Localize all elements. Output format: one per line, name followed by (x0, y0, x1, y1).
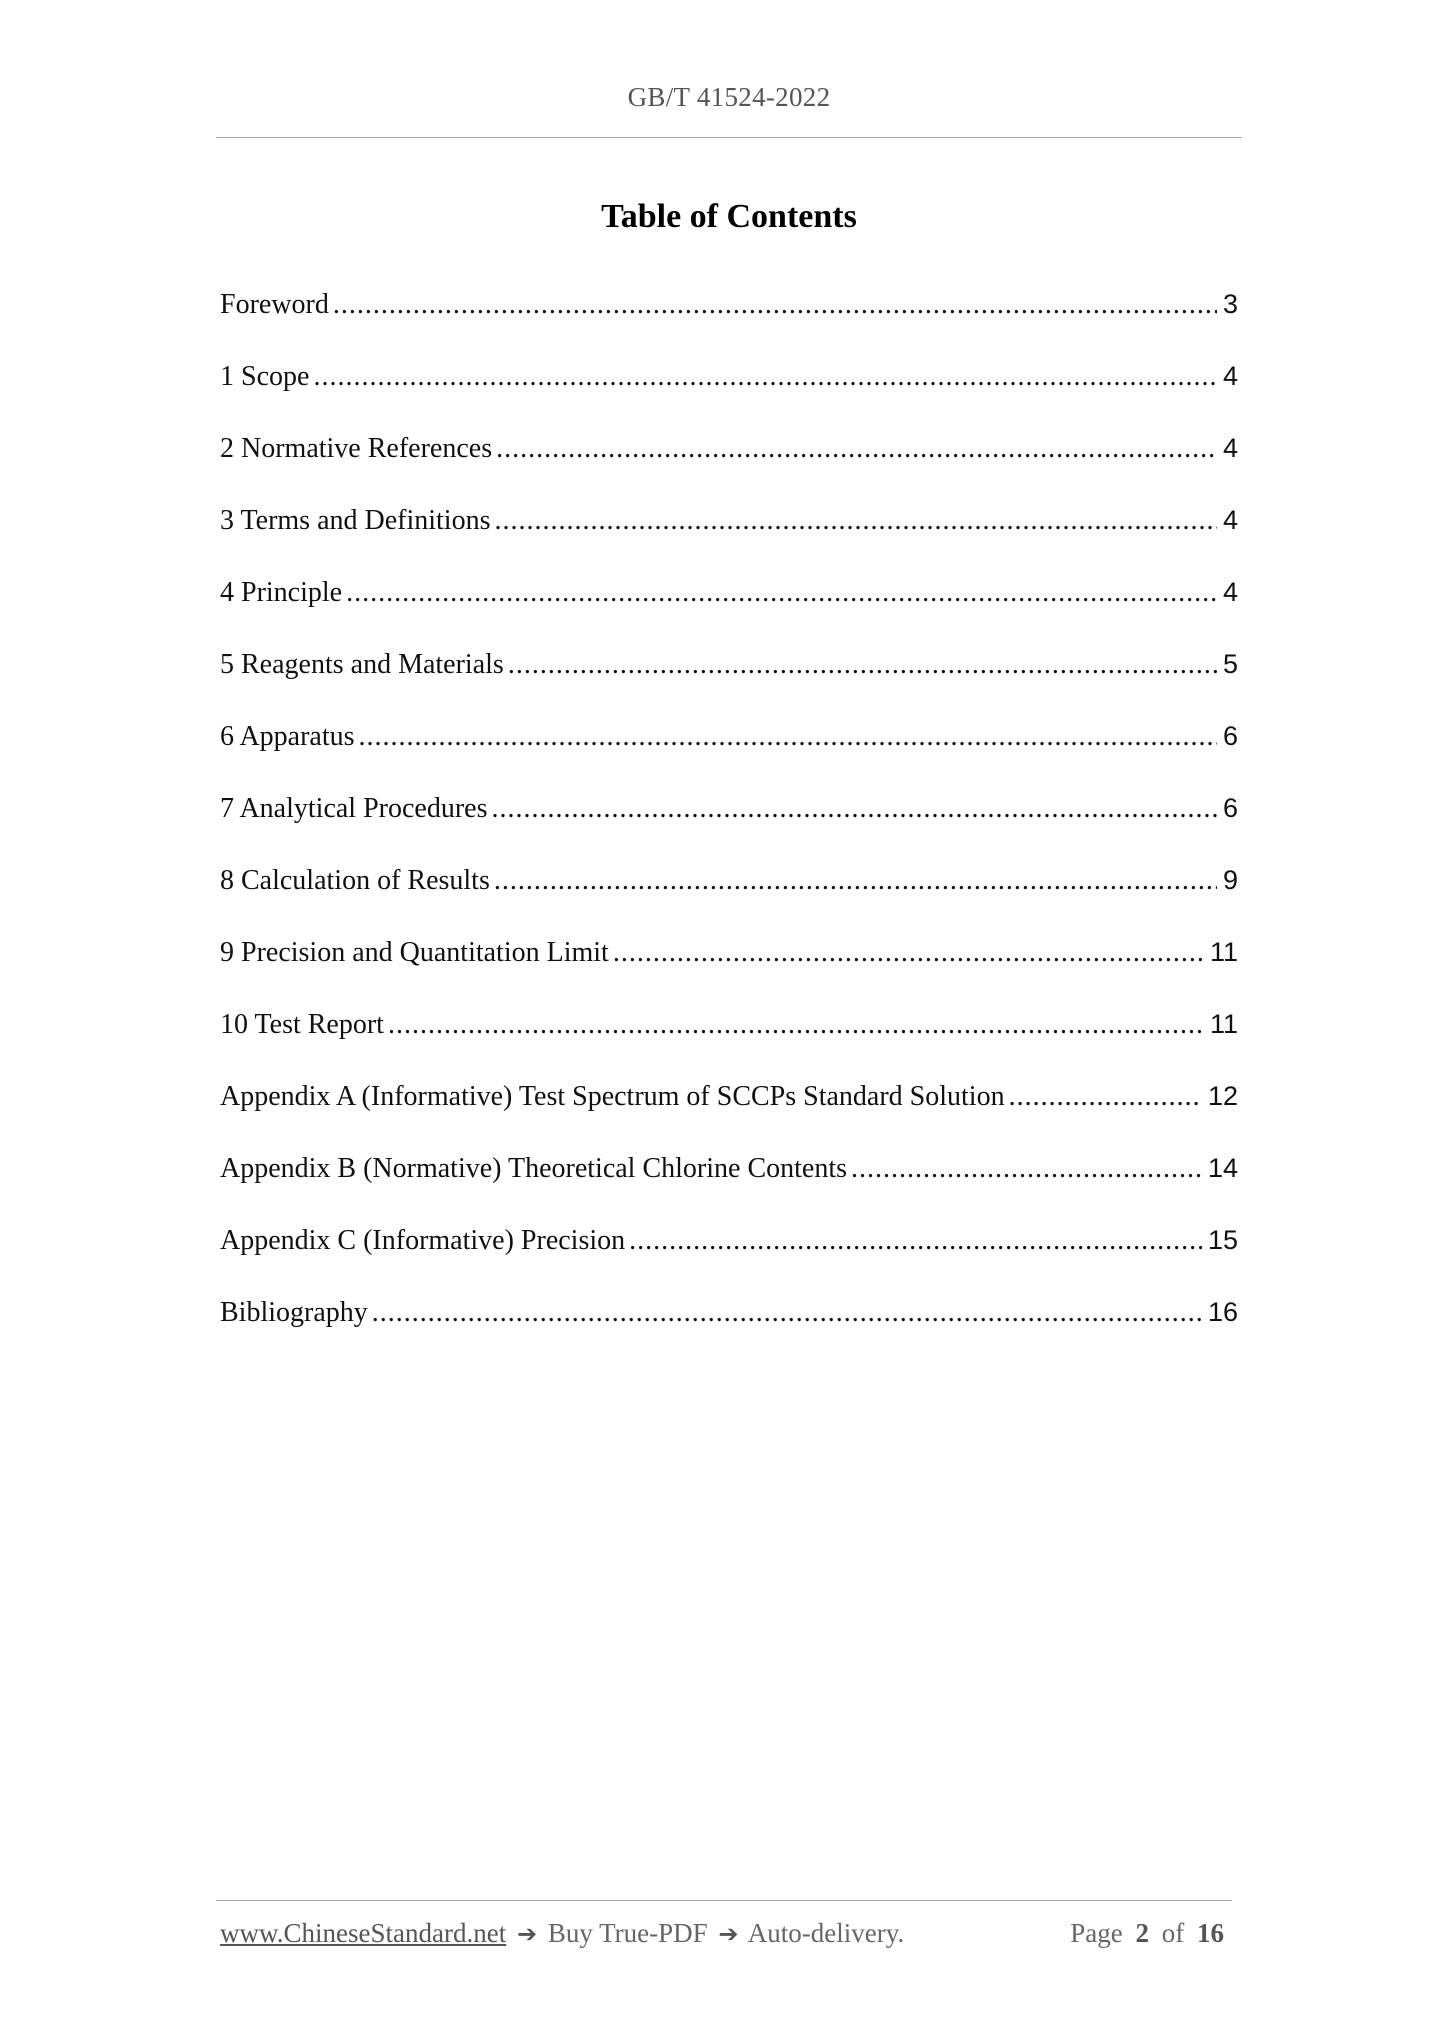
toc-entry-normative-references[interactable] (220, 426, 1238, 498)
footer-divider (216, 1900, 1232, 1901)
toc-entry-label: 2 Normative References (220, 433, 493, 464)
toc-dot-leader (359, 715, 1217, 759)
footer-step-buy: Buy True-PDF (547, 1918, 708, 1948)
footer-step-delivery: Auto-delivery. (747, 1918, 905, 1948)
toc-entry-calculation-results[interactable] (220, 858, 1238, 930)
toc-title: Table of Contents (601, 198, 857, 235)
toc-dot-leader (494, 499, 1216, 543)
toc-entry-bibliography[interactable] (220, 1290, 1238, 1362)
toc-entry-reagents-materials[interactable] (220, 642, 1238, 714)
toc-entry-page: 4 (1222, 433, 1238, 463)
toc-entry-page: 4 (1222, 577, 1238, 607)
toc-entry-label: 7 Analytical Procedures (220, 793, 488, 824)
toc-entry-principle[interactable] (220, 570, 1238, 642)
right-arrow-icon: ➔ (718, 1920, 739, 1948)
toc-entry-page: 14 (1207, 1153, 1238, 1183)
of-word: of (1161, 1918, 1185, 1948)
toc-entry-label: Appendix C (Informative) Precision (220, 1225, 626, 1256)
toc-dot-leader (1009, 1075, 1202, 1119)
document-header-id: GB/T 41524-2022 (627, 82, 831, 112)
toc-entry-scope[interactable] (220, 354, 1238, 426)
toc-entry-label: 6 Apparatus (220, 721, 355, 752)
toc-entry-test-report[interactable] (220, 1002, 1238, 1074)
toc-entry-label: Appendix A (Informative) Test Spectrum of SCCPs Standard Solution (220, 1081, 1005, 1112)
right-arrow-icon: ➔ (516, 1920, 538, 1948)
toc-entry-appendix-b[interactable] (220, 1146, 1238, 1218)
toc-entry-precision-limit[interactable] (220, 930, 1238, 1002)
toc-dot-leader (491, 787, 1216, 831)
toc-entry-page: 6 (1222, 793, 1238, 823)
page-word: Page (1070, 1918, 1123, 1948)
toc-entry-label: 10 Test Report (220, 1009, 384, 1040)
toc-entry-label: 8 Calculation of Results (220, 865, 490, 896)
toc-entry-page: 11 (1209, 1009, 1238, 1039)
toc-dot-leader (346, 571, 1217, 615)
toc-dot-leader (372, 1291, 1202, 1335)
toc-dot-leader (388, 1003, 1204, 1047)
toc-entry-foreword[interactable] (220, 282, 1238, 354)
toc-entry-page: 6 (1222, 721, 1238, 751)
toc-list (220, 282, 1238, 1362)
toc-entry-label: Bibliography (220, 1297, 368, 1328)
toc-entry-label: Foreword (220, 289, 329, 320)
toc-dot-leader (333, 283, 1217, 327)
toc-entry-terms-definitions[interactable] (220, 498, 1238, 570)
toc-dot-leader (613, 931, 1204, 975)
toc-entry-apparatus[interactable] (220, 714, 1238, 786)
toc-entry-label: 3 Terms and Definitions (220, 505, 491, 536)
toc-entry-page: 3 (1222, 289, 1238, 319)
toc-entry-page: 16 (1207, 1297, 1238, 1327)
toc-entry-page: 11 (1209, 937, 1238, 967)
page-number (1070, 1918, 1230, 1949)
toc-entry-appendix-c[interactable] (220, 1218, 1238, 1290)
toc-dot-leader (494, 859, 1217, 903)
toc-entry-page: 15 (1207, 1225, 1238, 1255)
toc-entry-page: 4 (1222, 505, 1238, 535)
current-page: 2 (1135, 1918, 1149, 1948)
toc-entry-page: 9 (1222, 865, 1238, 895)
toc-dot-leader (496, 427, 1217, 471)
footer-promo (220, 1918, 904, 1949)
toc-dot-leader (313, 355, 1217, 399)
toc-entry-label: 4 Principle (220, 577, 343, 608)
toc-entry-label: 5 Reagents and Materials (220, 649, 504, 680)
toc-entry-page: 5 (1222, 649, 1238, 679)
header-divider (216, 137, 1242, 138)
website-link[interactable]: www.ChineseStandard.net (220, 1918, 507, 1948)
toc-entry-label: 9 Precision and Quantitation Limit (220, 937, 609, 968)
toc-entry-label: Appendix B (Normative) Theoretical Chlorine Contents (220, 1153, 848, 1184)
total-pages: 16 (1197, 1918, 1224, 1948)
toc-entry-page: 4 (1222, 361, 1238, 391)
toc-dot-leader (629, 1219, 1202, 1263)
toc-entry-analytical-procedures[interactable] (220, 786, 1238, 858)
toc-dot-leader (508, 643, 1217, 687)
toc-entry-label: 1 Scope (220, 361, 310, 392)
toc-entry-appendix-a[interactable] (220, 1074, 1238, 1146)
toc-entry-page: 12 (1207, 1081, 1238, 1111)
toc-dot-leader (851, 1147, 1202, 1191)
